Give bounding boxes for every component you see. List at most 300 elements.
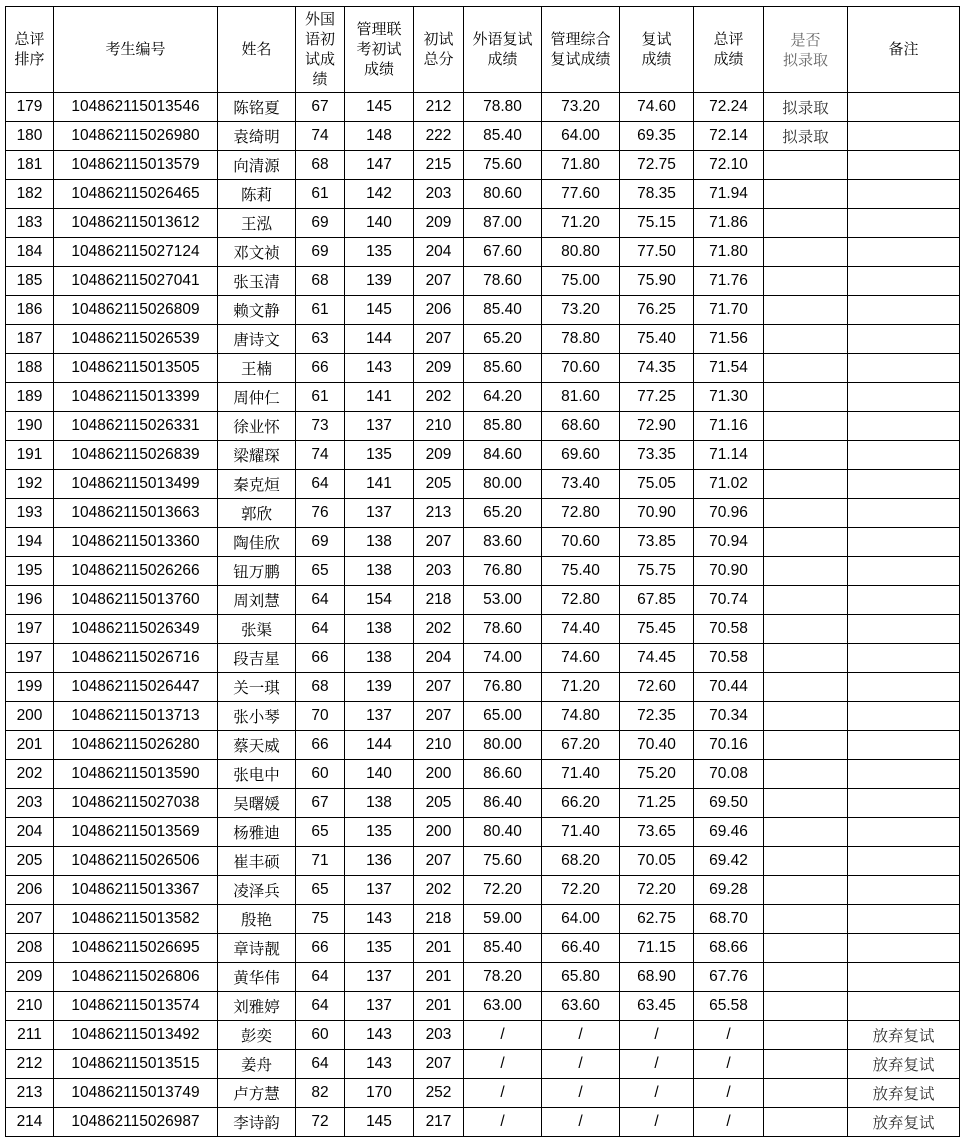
score-table-sheet: [5, 6, 960, 1137]
foreign-lang-retest-cell: 76.80: [464, 557, 542, 586]
remark-cell: [848, 470, 960, 499]
remark-cell: [848, 702, 960, 731]
retest-cell: 73.65: [620, 818, 694, 847]
foreign-lang-retest-cell: 80.60: [464, 180, 542, 209]
retest-cell: 75.15: [620, 209, 694, 238]
admitted-cell: [764, 760, 848, 789]
overall-cell: 72.14: [694, 122, 764, 151]
overall-cell: 69.50: [694, 789, 764, 818]
admitted-cell: [764, 209, 848, 238]
mgmt-initial-cell: 145: [345, 93, 414, 122]
retest-cell: /: [620, 1050, 694, 1079]
name-cell: 秦克烜: [218, 470, 296, 499]
foreign-lang-initial-cell: 61: [296, 383, 345, 412]
overall-cell: 70.58: [694, 644, 764, 673]
table-row: [6, 122, 960, 151]
header-line: 考生编号: [105, 40, 166, 58]
initial-total-cell: 215: [414, 151, 464, 180]
mgmt-retest-cell: 71.40: [542, 760, 620, 789]
mgmt-initial-cell: 143: [345, 1050, 414, 1079]
foreign-lang-initial-cell: 67: [296, 93, 345, 122]
remark-cell: 放弃复试: [848, 1079, 960, 1108]
overall-cell: 71.80: [694, 238, 764, 267]
header-line: 复试成绩: [550, 50, 611, 68]
retest-cell: 71.15: [620, 934, 694, 963]
exam-id-cell: 104862115013492: [54, 1021, 218, 1050]
remark-cell: [848, 180, 960, 209]
foreign-lang-initial-cell: 69: [296, 528, 345, 557]
mgmt-initial-cell: 142: [345, 180, 414, 209]
name-cell: 王泓: [218, 209, 296, 238]
overall-cell: /: [694, 1050, 764, 1079]
rank-cell: 181: [6, 151, 54, 180]
rank-cell: 183: [6, 209, 54, 238]
initial-total-cell: 217: [414, 1108, 464, 1137]
foreign-lang-initial-cell: 69: [296, 238, 345, 267]
initial-total-cell: 201: [414, 963, 464, 992]
foreign-lang-retest-cell: 80.00: [464, 470, 542, 499]
admitted-cell: [764, 586, 848, 615]
initial-total-cell: 210: [414, 731, 464, 760]
foreign-lang-retest-cell: 53.00: [464, 586, 542, 615]
initial-total-cell: 209: [414, 354, 464, 383]
table-row: [6, 992, 960, 1021]
foreign-lang-retest-cell: 87.00: [464, 209, 542, 238]
rank-cell: 211: [6, 1021, 54, 1050]
retest-cell: 70.40: [620, 731, 694, 760]
admitted-cell: [764, 383, 848, 412]
exam-id-cell: 104862115026716: [54, 644, 218, 673]
admitted-cell: [764, 441, 848, 470]
initial-total-cell: 207: [414, 1050, 464, 1079]
mgmt-initial-cell: 137: [345, 412, 414, 441]
exam-id-cell: 104862115013505: [54, 354, 218, 383]
overall-cell: 69.28: [694, 876, 764, 905]
rank-cell: 185: [6, 267, 54, 296]
exam-id-cell: 104862115013574: [54, 992, 218, 1021]
remark-cell: [848, 760, 960, 789]
exam-id-cell: 104862115026980: [54, 122, 218, 151]
mgmt-initial-cell: 154: [345, 586, 414, 615]
foreign-lang-retest-cell: 75.60: [464, 151, 542, 180]
mgmt-initial-cell: 135: [345, 441, 414, 470]
remark-cell: [848, 673, 960, 702]
overall-cell: 70.58: [694, 615, 764, 644]
exam-id-cell: 104862115026506: [54, 847, 218, 876]
overall-cell: /: [694, 1021, 764, 1050]
table-row: [6, 847, 960, 876]
mgmt-retest-cell: 68.60: [542, 412, 620, 441]
foreign-lang-initial-cell: 66: [296, 731, 345, 760]
foreign-lang-initial-cell: 73: [296, 412, 345, 441]
foreign-lang-retest-cell: 65.00: [464, 702, 542, 731]
exam-id-cell: 104862115013499: [54, 470, 218, 499]
rank-cell: 202: [6, 760, 54, 789]
mgmt-retest-cell: 72.80: [542, 499, 620, 528]
header-line: 语初: [304, 30, 335, 48]
rank-cell: 180: [6, 122, 54, 151]
retest-cell: 75.75: [620, 557, 694, 586]
foreign-lang-retest-cell: /: [464, 1079, 542, 1108]
foreign-lang-initial-cell: 68: [296, 673, 345, 702]
name-cell: 章诗靓: [218, 934, 296, 963]
overall-cell: 71.54: [694, 354, 764, 383]
exam-id-cell: 104862115026349: [54, 615, 218, 644]
mgmt-initial-cell: 143: [345, 905, 414, 934]
rank-cell: 207: [6, 905, 54, 934]
mgmt-retest-cell: /: [542, 1050, 620, 1079]
mgmt-initial-cell: 138: [345, 557, 414, 586]
foreign-lang-retest-cell: 86.60: [464, 760, 542, 789]
rank-cell: 201: [6, 731, 54, 760]
exam-id-cell: 104862115027041: [54, 267, 218, 296]
header-retest: [620, 7, 694, 93]
mgmt-initial-cell: 138: [345, 644, 414, 673]
retest-cell: 70.90: [620, 499, 694, 528]
foreign-lang-retest-cell: 67.60: [464, 238, 542, 267]
name-cell: 黄华伟: [218, 963, 296, 992]
mgmt-initial-cell: 141: [345, 383, 414, 412]
rank-cell: 206: [6, 876, 54, 905]
rank-cell: 209: [6, 963, 54, 992]
name-cell: 卢方慧: [218, 1079, 296, 1108]
name-cell: 张小琴: [218, 702, 296, 731]
overall-cell: 71.16: [694, 412, 764, 441]
foreign-lang-retest-cell: 59.00: [464, 905, 542, 934]
mgmt-initial-cell: 140: [345, 209, 414, 238]
mgmt-initial-cell: 136: [345, 847, 414, 876]
retest-cell: 72.35: [620, 702, 694, 731]
rank-cell: 190: [6, 412, 54, 441]
mgmt-retest-cell: 80.80: [542, 238, 620, 267]
foreign-lang-retest-cell: 80.00: [464, 731, 542, 760]
name-cell: 陶佳欣: [218, 528, 296, 557]
overall-cell: 71.56: [694, 325, 764, 354]
header-line: 成绩: [641, 50, 672, 68]
admitted-cell: [764, 731, 848, 760]
overall-cell: 71.86: [694, 209, 764, 238]
header-line: 总评: [14, 30, 45, 48]
exam-id-cell: 104862115026280: [54, 731, 218, 760]
table-row: [6, 325, 960, 354]
mgmt-initial-cell: 135: [345, 818, 414, 847]
foreign-lang-retest-cell: 78.20: [464, 963, 542, 992]
header-line: 绩: [312, 70, 328, 88]
header-exam-id: [54, 7, 218, 93]
foreign-lang-initial-cell: 64: [296, 615, 345, 644]
table-row: [6, 789, 960, 818]
mgmt-initial-cell: 138: [345, 615, 414, 644]
foreign-lang-initial-cell: 67: [296, 789, 345, 818]
remark-cell: [848, 789, 960, 818]
exam-id-cell: 104862115013399: [54, 383, 218, 412]
table-row: [6, 412, 960, 441]
header-line: 排序: [14, 50, 45, 68]
foreign-lang-initial-cell: 63: [296, 325, 345, 354]
overall-cell: 70.44: [694, 673, 764, 702]
foreign-lang-initial-cell: 64: [296, 1050, 345, 1079]
score-table: [5, 6, 960, 1137]
retest-cell: 77.50: [620, 238, 694, 267]
mgmt-retest-cell: 69.60: [542, 441, 620, 470]
admitted-cell: [764, 1021, 848, 1050]
remark-cell: [848, 238, 960, 267]
remark-cell: [848, 847, 960, 876]
name-cell: 刘雅婷: [218, 992, 296, 1021]
table-row: [6, 383, 960, 412]
header-foreign-lang-initial: [296, 7, 345, 93]
admitted-cell: [764, 1108, 848, 1137]
rank-cell: 195: [6, 557, 54, 586]
table-row: [6, 354, 960, 383]
retest-cell: /: [620, 1108, 694, 1137]
table-row: [6, 586, 960, 615]
admitted-cell: [764, 818, 848, 847]
overall-cell: 65.58: [694, 992, 764, 1021]
initial-total-cell: 203: [414, 180, 464, 209]
admitted-cell: [764, 267, 848, 296]
admitted-cell: [764, 151, 848, 180]
mgmt-initial-cell: 137: [345, 499, 414, 528]
remark-cell: [848, 267, 960, 296]
foreign-lang-initial-cell: 76: [296, 499, 345, 528]
name-cell: 吴曙媛: [218, 789, 296, 818]
foreign-lang-initial-cell: 69: [296, 209, 345, 238]
mgmt-initial-cell: 137: [345, 702, 414, 731]
header-line: 姓名: [241, 40, 272, 58]
table-row: [6, 499, 960, 528]
initial-total-cell: 203: [414, 1021, 464, 1050]
table-row: [6, 673, 960, 702]
remark-cell: [848, 499, 960, 528]
initial-total-cell: 207: [414, 528, 464, 557]
overall-cell: 69.46: [694, 818, 764, 847]
admitted-cell: [764, 876, 848, 905]
initial-total-cell: 200: [414, 760, 464, 789]
remark-cell: [848, 905, 960, 934]
mgmt-retest-cell: 81.60: [542, 383, 620, 412]
table-row: [6, 296, 960, 325]
table-row: [6, 470, 960, 499]
name-cell: 关一琪: [218, 673, 296, 702]
foreign-lang-initial-cell: 74: [296, 441, 345, 470]
mgmt-initial-cell: 144: [345, 731, 414, 760]
mgmt-initial-cell: 145: [345, 1108, 414, 1137]
exam-id-cell: 104862115026331: [54, 412, 218, 441]
remark-cell: [848, 992, 960, 1021]
foreign-lang-initial-cell: 68: [296, 151, 345, 180]
initial-total-cell: 207: [414, 847, 464, 876]
remark-cell: [848, 818, 960, 847]
remark-cell: 放弃复试: [848, 1021, 960, 1050]
header-overall: [694, 7, 764, 93]
mgmt-initial-cell: 137: [345, 963, 414, 992]
name-cell: 钮万鹏: [218, 557, 296, 586]
overall-cell: 71.30: [694, 383, 764, 412]
foreign-lang-initial-cell: 74: [296, 122, 345, 151]
table-row: [6, 963, 960, 992]
table-row: [6, 528, 960, 557]
header-line: 复试: [641, 30, 672, 48]
retest-cell: 69.35: [620, 122, 694, 151]
header-line: 试成: [304, 50, 335, 68]
mgmt-initial-cell: 139: [345, 267, 414, 296]
mgmt-retest-cell: 75.40: [542, 557, 620, 586]
foreign-lang-retest-cell: 85.60: [464, 354, 542, 383]
header-line: 成绩: [487, 50, 518, 68]
exam-id-cell: 104862115013749: [54, 1079, 218, 1108]
exam-id-cell: 104862115013590: [54, 760, 218, 789]
remark-cell: [848, 412, 960, 441]
mgmt-initial-cell: 141: [345, 470, 414, 499]
remark-cell: 放弃复试: [848, 1108, 960, 1137]
foreign-lang-initial-cell: 75: [296, 905, 345, 934]
remark-cell: [848, 557, 960, 586]
mgmt-retest-cell: /: [542, 1108, 620, 1137]
foreign-lang-retest-cell: 65.20: [464, 325, 542, 354]
rank-cell: 182: [6, 180, 54, 209]
exam-id-cell: 104862115013569: [54, 818, 218, 847]
retest-cell: 73.35: [620, 441, 694, 470]
retest-cell: 74.35: [620, 354, 694, 383]
exam-id-cell: 104862115013579: [54, 151, 218, 180]
rank-cell: 187: [6, 325, 54, 354]
initial-total-cell: 200: [414, 818, 464, 847]
foreign-lang-retest-cell: 72.20: [464, 876, 542, 905]
initial-total-cell: 202: [414, 383, 464, 412]
mgmt-retest-cell: 73.40: [542, 470, 620, 499]
admitted-cell: [764, 963, 848, 992]
overall-cell: 70.34: [694, 702, 764, 731]
name-cell: 李诗韵: [218, 1108, 296, 1137]
remark-cell: [848, 644, 960, 673]
exam-id-cell: 104862115027038: [54, 789, 218, 818]
remark-cell: [848, 122, 960, 151]
retest-cell: 74.45: [620, 644, 694, 673]
rank-cell: 200: [6, 702, 54, 731]
initial-total-cell: 213: [414, 499, 464, 528]
header-line: 拟录取: [782, 50, 828, 69]
mgmt-retest-cell: 73.20: [542, 93, 620, 122]
remark-cell: [848, 586, 960, 615]
foreign-lang-initial-cell: 68: [296, 267, 345, 296]
retest-cell: 68.90: [620, 963, 694, 992]
remark-cell: [848, 876, 960, 905]
header-name: [218, 7, 296, 93]
foreign-lang-retest-cell: 86.40: [464, 789, 542, 818]
overall-cell: 71.70: [694, 296, 764, 325]
mgmt-retest-cell: 74.60: [542, 644, 620, 673]
name-cell: 郭欣: [218, 499, 296, 528]
header-foreign-lang-retest: [464, 7, 542, 93]
mgmt-retest-cell: 64.00: [542, 122, 620, 151]
exam-id-cell: 104862115026839: [54, 441, 218, 470]
table-row: [6, 93, 960, 122]
rank-cell: 203: [6, 789, 54, 818]
mgmt-retest-cell: 64.00: [542, 905, 620, 934]
remark-cell: [848, 209, 960, 238]
initial-total-cell: 207: [414, 267, 464, 296]
mgmt-retest-cell: 78.80: [542, 325, 620, 354]
remark-cell: [848, 963, 960, 992]
retest-cell: /: [620, 1079, 694, 1108]
retest-cell: 77.25: [620, 383, 694, 412]
retest-cell: 73.85: [620, 528, 694, 557]
remark-cell: 放弃复试: [848, 1050, 960, 1079]
mgmt-retest-cell: 77.60: [542, 180, 620, 209]
admitted-cell: [764, 180, 848, 209]
remark-cell: [848, 731, 960, 760]
rank-cell: 210: [6, 992, 54, 1021]
table-row: [6, 934, 960, 963]
foreign-lang-initial-cell: 72: [296, 1108, 345, 1137]
overall-cell: 71.76: [694, 267, 764, 296]
name-cell: 邓文祯: [218, 238, 296, 267]
rank-cell: 197: [6, 615, 54, 644]
initial-total-cell: 252: [414, 1079, 464, 1108]
admitted-cell: [764, 1079, 848, 1108]
mgmt-initial-cell: 137: [345, 992, 414, 1021]
initial-total-cell: 206: [414, 296, 464, 325]
foreign-lang-initial-cell: 64: [296, 586, 345, 615]
admitted-cell: [764, 905, 848, 934]
name-cell: 凌泽兵: [218, 876, 296, 905]
exam-id-cell: 104862115013582: [54, 905, 218, 934]
exam-id-cell: 104862115013367: [54, 876, 218, 905]
foreign-lang-retest-cell: 76.80: [464, 673, 542, 702]
retest-cell: 75.90: [620, 267, 694, 296]
foreign-lang-retest-cell: 65.20: [464, 499, 542, 528]
name-cell: 唐诗文: [218, 325, 296, 354]
foreign-lang-initial-cell: 65: [296, 557, 345, 586]
mgmt-retest-cell: 72.20: [542, 876, 620, 905]
foreign-lang-initial-cell: 64: [296, 963, 345, 992]
remark-cell: [848, 441, 960, 470]
table-row: [6, 441, 960, 470]
exam-id-cell: 104862115026987: [54, 1108, 218, 1137]
name-cell: 张电中: [218, 760, 296, 789]
name-cell: 周仲仁: [218, 383, 296, 412]
mgmt-initial-cell: 144: [345, 325, 414, 354]
foreign-lang-retest-cell: 84.60: [464, 441, 542, 470]
admitted-cell: [764, 702, 848, 731]
rank-cell: 199: [6, 673, 54, 702]
overall-cell: 69.42: [694, 847, 764, 876]
name-cell: 张渠: [218, 615, 296, 644]
admitted-cell: [764, 296, 848, 325]
mgmt-initial-cell: 147: [345, 151, 414, 180]
table-body: [6, 93, 960, 1137]
remark-cell: [848, 151, 960, 180]
exam-id-cell: 104862115026809: [54, 296, 218, 325]
name-cell: 殷艳: [218, 905, 296, 934]
foreign-lang-retest-cell: 85.80: [464, 412, 542, 441]
admitted-cell: [764, 470, 848, 499]
rank-cell: 196: [6, 586, 54, 615]
mgmt-initial-cell: 148: [345, 122, 414, 151]
table-row: [6, 760, 960, 789]
exam-id-cell: 104862115026266: [54, 557, 218, 586]
table-row: [6, 1079, 960, 1108]
mgmt-retest-cell: /: [542, 1079, 620, 1108]
mgmt-retest-cell: 67.20: [542, 731, 620, 760]
mgmt-initial-cell: 139: [345, 673, 414, 702]
name-cell: 蔡天威: [218, 731, 296, 760]
remark-cell: [848, 934, 960, 963]
remark-cell: [848, 383, 960, 412]
table-row: [6, 731, 960, 760]
mgmt-retest-cell: 70.60: [542, 528, 620, 557]
